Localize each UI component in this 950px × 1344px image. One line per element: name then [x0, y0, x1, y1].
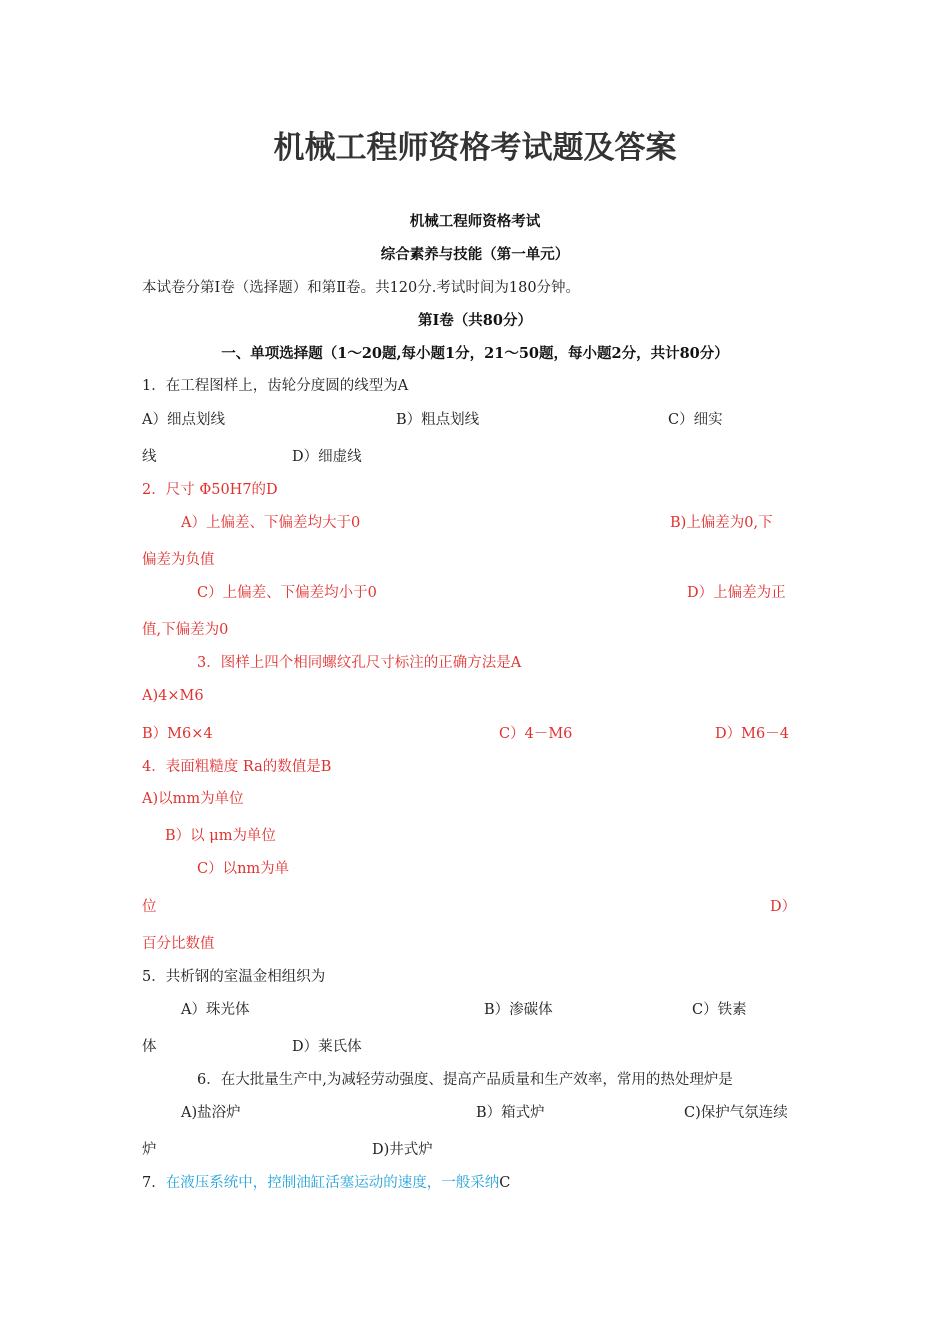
question-2-option-c: C）上偏差、下偏差均小于0 [197, 585, 377, 601]
question-2-option-b: B)上偏差为0,下 [670, 515, 773, 531]
question-6-option-c-cont: 炉 [142, 1142, 157, 1158]
question-5-option-b: B）渗碳体 [484, 1002, 553, 1018]
question-5-option-d: D）莱氏体 [292, 1039, 362, 1055]
question-6-option-b: B）箱式炉 [476, 1105, 545, 1121]
unit-heading: 综合素养与技能（第一单元） [380, 246, 570, 263]
question-1-option-b: B）粗点划线 [396, 412, 480, 428]
question-2-option-b-cont: 偏差为负值 [142, 552, 215, 568]
question-2-option-d-cont: 值,下偏差为0 [142, 622, 229, 638]
question-1-option-a: A）细点划线 [142, 412, 225, 428]
question-4-option-d: D） [770, 899, 797, 915]
exam-intro: 本试卷分第Ⅰ卷（选择题）和第Ⅱ卷。共120分.考试时间为180分钟。 [142, 280, 581, 296]
question-7-number: 7． [142, 1175, 166, 1191]
question-4-option-c: C）以nm为单 [197, 861, 290, 877]
question-6-option-d: D)井式炉 [372, 1142, 433, 1158]
question-7-answer: C [499, 1175, 511, 1191]
question-4-stem: 4．表面粗糙度 Ra的数值是B [142, 759, 332, 775]
question-3-option-d: D）M6－4 [715, 726, 789, 742]
question-5-option-c-cont: 体 [142, 1039, 157, 1055]
question-4-option-b: B）以 μm为单位 [165, 828, 276, 844]
question-3-option-c: C）4－M6 [499, 726, 573, 742]
question-1-option-c: C）细实 [668, 412, 723, 428]
section-heading: 一、单项选择题（1～20题,每小题1分，21～50题，每小题2分，共计80分） [221, 345, 729, 362]
question-4-option-c-cont: 位 [142, 899, 157, 915]
question-2-option-a: A）上偏差、下偏差均大于0 [181, 515, 361, 531]
question-3-option-a: A)4×M6 [142, 688, 204, 704]
question-6-option-c: C)保护气氛连续 [684, 1105, 788, 1121]
question-1-stem: 1．在工程图样上，齿轮分度圆的线型为A [142, 378, 409, 394]
question-2-option-d: D）上偏差为正 [687, 585, 786, 601]
question-6-stem: 6．在大批量生产中,为减轻劳动强度、提高产品质量和生产效率，常用的热处理炉是 [197, 1072, 733, 1088]
volume-heading: 第Ⅰ卷（共80分） [418, 312, 532, 329]
question-1-option-c-cont: 线 [142, 449, 157, 465]
question-5-option-c: C）铁素 [692, 1002, 747, 1018]
question-2-stem: 2．尺寸 Φ50H7的D [142, 482, 278, 498]
question-3-option-b: B）M6×4 [142, 726, 213, 742]
question-4-option-a: A)以mm为单位 [142, 791, 244, 807]
question-4-option-d-cont: 百分比数值 [142, 936, 215, 952]
question-7-line [142, 1174, 510, 1192]
question-7-stem: 在液压系统中，控制油缸活塞运动的速度，一般采纳 [165, 1175, 500, 1191]
question-3-stem: 3．图样上四个相同螺纹孔尺寸标注的正确方法是A [197, 655, 522, 671]
document-title: 机械工程师资格考试题及答案 [273, 130, 677, 166]
exam-name: 机械工程师资格考试 [409, 213, 541, 230]
question-6-option-a: A)盐浴炉 [181, 1105, 241, 1121]
question-1-option-d: D）细虚线 [292, 449, 362, 465]
question-5-stem: 5．共析钢的室温金相组织为 [142, 969, 326, 985]
question-5-option-a: A）珠光体 [181, 1002, 250, 1018]
